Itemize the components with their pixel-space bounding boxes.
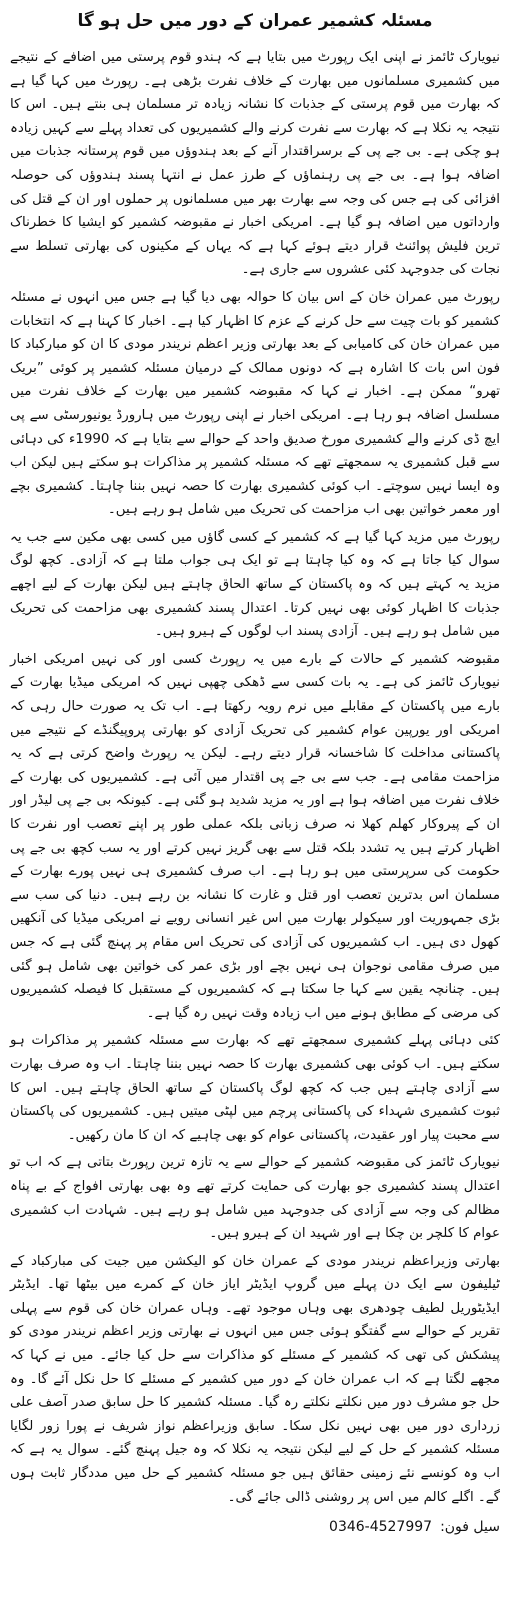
phone-label: سیل فون:: [440, 1519, 500, 1536]
article-paragraph: کئی دہائی پہلے کشمیری سمجھتے تھے کہ بھارت سے مسئلہ کشمیر پر مذاکرات ہو سکتے ہیں۔ اب کوئی بھی کشمیری بھارت کا حصہ نہیں بننا چاہتا۔ اب وہ صرف بھارت سے آزادی چاہتے ہیں جب کہ کچھ لوگ پاکستان کے ساتھ الحاق چاہتے ہیں۔ اس کا ثبوت کشمیری شہداء کی پاکستانی پرچم میں لپٹی میتیں ہیں۔ کشمیریوں کی پاکستان سے محبت پیار اور عقیدت، پاکستانی عوام کو بھی چاہیے کہ ان کا مان رکھیں۔: [10, 1033, 500, 1143]
article-paragraph: نیویارک ٹائمز کی مقبوضہ کشمیر کے حوالے سے یہ تازہ ترین رپورٹ بتاتی ہے کہ اب تو اعتدال پسند کشمیری جو بھارت کی حمایت کرتے تھے وہ بھی بھارتی افواج کے بے پناہ مظالم کی وجہ سے آزادی کی جدوجہد میں شامل ہو رہے ہیں۔ شہادت اب کشمیری عوام کا کلچر بن چکا ہے اور شہید ان کے ہیرو ہیں۔: [10, 1155, 500, 1242]
article-paragraph: نیویارک ٹائمز نے اپنی ایک رپورٹ میں بتایا ہے کہ ہندو قوم پرستی میں اضافے کے نتیجے میں کشمیری مسلمانوں میں بھارت کے خلاف نفرت بڑھی ہے۔ رپورٹ میں کہا گیا ہے کہ بھارت میں قوم پرستی کے جذبات کا نشانہ زیادہ تر مسلمان ہی بنتے ہیں۔ اس کا نتیجہ یہ نکلا ہے کہ بھارت سے نفرت کرنے والے کشمیریوں کی تعداد پہلے سے کہیں زیادہ ہو چکی ہے۔ بی جے پی کے برسراقتدار آنے کے بعد ہندوؤں میں قوم پرستانہ جذبات میں اضافہ ہوا ہے۔ بی جے پی رہنماؤں کے طرز عمل نے انتہا پسند ہندوؤں کی حوصلہ افزائی کی ہے جس کی وجہ سے بھارت بھر میں مسلمانوں پر حملوں اور ان کے قتل کی وارداتوں میں اضافہ ہو گیا ہے۔ امریکی اخبار نے مقبوضہ کشمیر کو ایشیا کا خطرناک ترین فلیش پوائنٹ قرار دیتے ہوئے کہا ہے کہ یہاں کے مکینوں کی بھارتی تسلط سے نجات کی جدوجہد کئی عشروں سے جاری ہے۔: [10, 50, 500, 278]
phone-number: 0346-4527997: [329, 1519, 433, 1536]
article-title: مسئلہ کشمیر عمران کے دور میں حل ہو گا: [77, 11, 433, 31]
article-paragraph: رپورٹ میں عمران خان کے اس بیان کا حوالہ بھی دیا گیا ہے جس میں انہوں نے مسئلہ کشمیر کو بات چیت سے حل کرنے کے عزم کا اظہار کیا ہے۔ اخبار کا کہنا ہے کہ انتخابات میں عمران خان کی کامیابی کے بعد بھارتی وزیر اعظم نریندر مودی کا ان کو مبارکباد کا فون اس بات کا اشارہ ہے کہ دونوں ممالک کے درمیان مسئلہ کشمیر پر کوئی ”بریک تھرو“ ممکن ہے۔ اخبار نے کہا کہ مقبوضہ کشمیر میں بھارت کے خلاف نفرت میں مسلسل اضافہ ہو رہا ہے۔ امریکی اخبار نے اپنی رپورٹ میں ہارورڈ یونیورسٹی سے پی ایچ ڈی کرنے والے کشمیری مورخ صدیق واحد کے حوالے سے بتایا ہے کہ 1990ء کی دہائی سے قبل کشمیری یہ سمجھتے تھے کہ مسئلہ کشمیر پر مذاکرات ہو سکتے ہیں لیکن اب وہ ایسا نہیں سوچتے۔ اب کوئی کشمیری بھارت کا حصہ نہیں بننا چاہتا۔ کشمیری بچے اور معمر خواتین بھی اب مزاحمت کی تحریک میں شامل ہو رہے ہیں۔: [10, 289, 501, 518]
article-paragraph: بھارتی وزیراعظم نریندر مودی کے عمران خان کو الیکشن میں جیت کی مبارکباد کے ٹیلیفون سے ایک دن پہلے میں گروپ ایڈیٹر ایاز خان کے کمرے میں بیٹھا تھا۔ ایڈیٹر ایڈیٹوریل لطیف چودھری بھی وہاں موجود تھے۔ وہاں عمران خان کی قوم سے پہلی تقریر کے حوالے سے گفتگو ہوئی جس میں انہوں نے بھارتی وزیر اعظم نریندر مودی کو پیشکش کی تھی کہ کشمیر کے مسئلے کو مذاکرات سے حل کیا جائے۔ میں نے کہا کہ مجھے لگتا ہے کہ اب عمران خان کے دور میں کشمیر کے مسئلے کا حل نکل آئے گا۔ وہ حل جو مشرف دور میں نکلتے نکلتے رہ گیا۔ مسئلہ کشمیر کا حل سابق صدر آصف علی زرداری دور میں بھی نہیں نکل سکا۔ سابق وزیراعظم نواز شریف نے پورا زور لگایا مسئلہ کشمیر کے حل کے لیے لیکن نتیجہ یہ نکلا کہ وہ جیل پہنچ گئے۔ سوال یہ ہے کہ اب وہ کونسے نئے زمینی حقائق ہیں جو مسئلہ کشمیر کے حل میں مددگار ثابت ہوں گے۔ اگلے کالم میں اس پر روشنی ڈالی جائے گی۔: [10, 1253, 500, 1505]
contact-line: [10, 1515, 500, 1539]
article-paragraph: مقبوضہ کشمیر کے حالات کے بارے میں یہ رپورٹ کسی اور کی نہیں امریکی اخبار نیویارک ٹائمز کی ہے۔ یہ بات کسی سے ڈھکی چھپی نہیں کہ امریکی میڈیا بھارت کے بارے میں پاکستان کے مقابلے میں نرم رویہ رکھتا ہے۔ اب تک یہ صورت حال رہی کہ امریکی اور یورپین عوام کشمیر کی تحریک آزادی کو بھارتی پروپیگنڈے کے نتیجے میں پاکستانی مداخلت کا شاخسانہ قرار دیتے رہے۔ لیکن یہ رپورٹ واضح کرتی ہے کہ یہ مزاحمت مقامی ہے۔ جب سے بی جے پی اقتدار میں آئی ہے۔ کشمیریوں کی بھارت کے خلاف نفرت میں اضافہ ہوا ہے اور یہ مزید شدید ہو گئی ہے۔ کیونکہ بی جے پی لیڈر اور ان کے پیروکار کھلم کھلا نہ صرف زبانی بلکہ عملی طور پر اپنے تعصب اور نفرت کا اظہار کرتے ہیں یہ تشدد بلکہ قتل سے بھی گریز نہیں کرتے اور یہ سب کچھ بی جے پی حکومت کی سرپرستی میں ہو رہا ہے۔ اب صرف کشمیری ہی نہیں پورے بھارت کے مسلمان اس بدترین تعصب اور قتل و غارت کا نشانہ بن رہے ہیں۔ دنیا کی سب سے بڑی جمہوریت اور سیکولر بھارت میں اس غیر انسانی رویے نے امریکی میڈیا کی آنکھیں کھول دی ہیں۔ اب کشمیریوں کی آزادی کی تحریک اس مقام پر پہنچ گئی ہے کہ جس میں صرف مقامی نوجوان ہی نہیں بچے اور بڑی عمر کی خواتین بھی شامل ہو گئی ہیں۔ چنانچہ یقین سے کہا جا سکتا ہے کہ کشمیریوں کے مستقبل کا فیصلہ کشمیریوں کی مرضی کے مطابق ہونے میں اب زیادہ وقت نہیں رہ گیا ہے۔: [10, 651, 500, 1021]
article-paragraph: رپورٹ میں مزید کہا گیا ہے کہ کشمیر کے کسی گاؤں میں کسی بھی مکین سے جب یہ سوال کیا جاتا ہے کہ وہ کیا چاہتا ہے تو ایک ہی جواب ملتا ہے کہ آزادی۔ کچھ لوگ مزید یہ کہتے ہیں کہ وہ پاکستان کے ساتھ الحاق چاہتے ہیں لیکن بھارت کے لیے اچھے جذبات کا اظہار کوئی بھی نہیں کرتا۔ اعتدال پسند کشمیری بھی مزاحمت کی تحریک میں شامل ہو رہے ہیں۔ آزادی پسند اب لوگوں کے ہیرو ہیں۔: [10, 529, 500, 640]
